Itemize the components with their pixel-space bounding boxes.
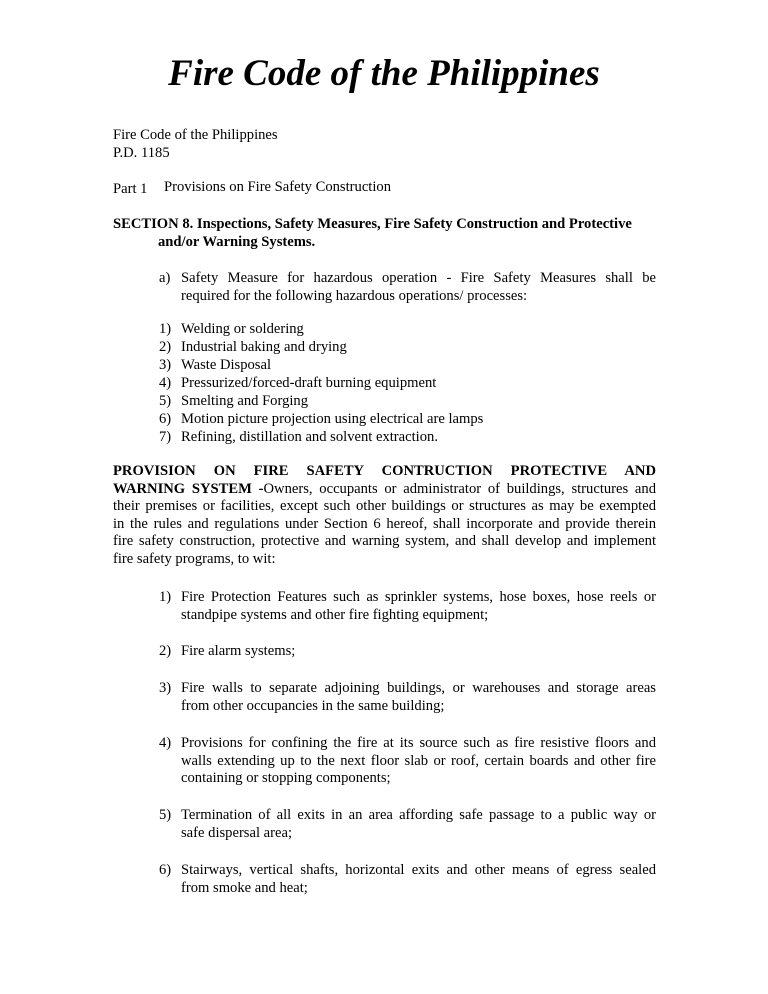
list-text: Welding or soldering bbox=[181, 321, 304, 337]
list-item bbox=[159, 321, 659, 339]
list-text: Fire alarm systems; bbox=[181, 643, 296, 659]
list-text: Provisions for confining the fire at its source such as fire resistive floors and bbox=[181, 735, 656, 751]
paragraph-line: required for the following hazardous operations/ processes: bbox=[181, 287, 528, 304]
list-number: 7) bbox=[159, 429, 172, 445]
list-number: 3) bbox=[159, 357, 172, 373]
provision-line: fire safety programs, to wit: bbox=[113, 550, 276, 567]
paragraph-a bbox=[159, 270, 656, 305]
list-number: 4) bbox=[159, 735, 172, 751]
list-text: Motion picture projection using electrical are lamps bbox=[181, 411, 484, 427]
subtitle-line: Fire Code of the Philippines bbox=[113, 127, 278, 143]
paragraph-line: Safety Measure for hazardous operation - Fire Safety Measures shall be bbox=[181, 270, 656, 286]
list-item bbox=[159, 339, 659, 357]
section-heading bbox=[113, 216, 656, 251]
list-item bbox=[159, 680, 656, 715]
list-text: Smelting and Forging bbox=[181, 393, 309, 409]
list-text: Pressurized/forced-draft burning equipment bbox=[181, 375, 437, 391]
list-number: 1) bbox=[159, 321, 172, 337]
list-number: 4) bbox=[159, 375, 172, 391]
list-text: from other occupancies in the same building; bbox=[181, 697, 445, 714]
list-text: Termination of all exits in an area affording safe passage to a public way or bbox=[181, 807, 656, 823]
list-item bbox=[159, 429, 659, 447]
list-item bbox=[159, 375, 659, 393]
list-item bbox=[159, 393, 659, 411]
provision-line: in the rules and regulations under Section 6 hereof, shall incorporate and provide therein bbox=[113, 515, 656, 532]
list-number: 5) bbox=[159, 807, 172, 823]
list-number: 2) bbox=[159, 339, 172, 355]
provision-paragraph bbox=[113, 463, 656, 569]
list-item bbox=[159, 411, 659, 429]
list-text: containing or stopping components; bbox=[181, 770, 391, 787]
provision-line: Owners, occupants or administrator of buildings, structures and bbox=[263, 480, 656, 497]
list-text: Stairways, vertical shafts, horizontal exits and other means of egress sealed bbox=[181, 862, 656, 878]
list-number: 3) bbox=[159, 680, 172, 696]
list-item bbox=[159, 807, 656, 842]
list-item bbox=[159, 643, 656, 661]
list-text: Industrial baking and drying bbox=[181, 339, 347, 355]
decree-number: P.D. 1185 bbox=[113, 145, 170, 161]
list-text: Fire walls to separate adjoining buildings, or warehouses and storage areas bbox=[181, 680, 656, 696]
list-text: Fire Protection Features such as sprinkler systems, hose boxes, hose reels or bbox=[181, 589, 656, 605]
list-text: Refining, distillation and solvent extraction. bbox=[181, 429, 438, 445]
list-number: 5) bbox=[159, 393, 172, 409]
part-title: Provisions on Fire Safety Construction bbox=[164, 179, 392, 195]
provision-heading: WARNING SYSTEM - bbox=[113, 480, 264, 497]
list-text: Waste Disposal bbox=[181, 357, 272, 373]
list-item bbox=[159, 862, 656, 897]
list-item bbox=[159, 357, 659, 375]
part-label: Part 1 bbox=[113, 181, 148, 197]
list-text: walls extending up to the next floor slab or roof, certain boards and other fire bbox=[181, 752, 656, 769]
list-number: 6) bbox=[159, 862, 172, 878]
paragraph-marker: a) bbox=[159, 270, 171, 286]
provision-line: their premises or facilities, except such other buildings or structures as may be exempted bbox=[113, 498, 656, 515]
list-text: standpipe systems and other fire fighting equipment; bbox=[181, 606, 489, 623]
provision-heading: PROVISION ON FIRE SAFETY CONTRUCTION PROTECTIVE AND bbox=[113, 463, 656, 479]
list-item bbox=[159, 589, 656, 624]
section-heading-line: SECTION 8. Inspections, Safety Measures, Fire Safety Construction and Protective bbox=[113, 216, 632, 232]
hazardous-operations-list bbox=[159, 321, 659, 447]
list-number: 6) bbox=[159, 411, 172, 427]
list-item bbox=[159, 735, 656, 788]
provision-line: fire safety construction, protective and warning system, and shall develop and implement bbox=[113, 533, 656, 550]
list-number: 1) bbox=[159, 589, 172, 605]
document-title: Fire Code of the Philippines bbox=[168, 53, 600, 94]
list-number: 2) bbox=[159, 643, 172, 659]
list-text: safe dispersal area; bbox=[181, 824, 293, 841]
section-heading-line: and/or Warning Systems. bbox=[158, 233, 316, 250]
list-text: from smoke and heat; bbox=[181, 879, 308, 896]
